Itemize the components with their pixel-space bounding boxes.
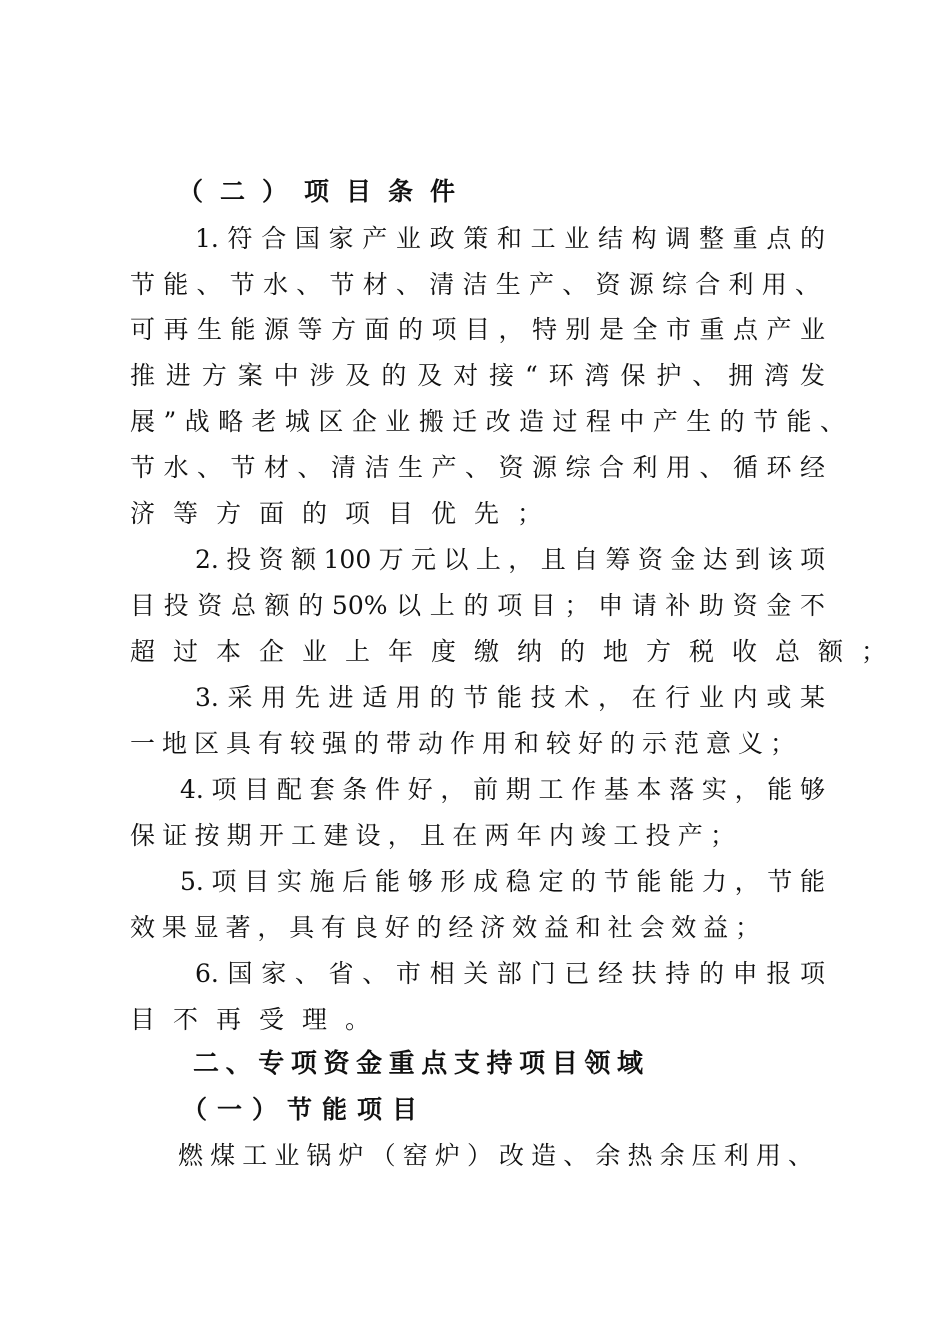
paragraph-line: 6.国家、省、市相关部门已经扶持的申报项 [195,959,825,988]
paragraph-line: 5.项目实施后能够形成稳定的节能能力，节能 [180,867,825,896]
paragraph-line: 4.项目配套条件好，前期工作基本落实，能够 [180,775,825,804]
paragraph-line: 2.投资额100万元以上，且自筹资金达到该项 [195,545,825,574]
section-heading-project-conditions: （二）项目条件 [178,177,473,206]
paragraph-line: 济等方面的项目优先； [130,499,561,528]
paragraph-line: 目投资总额的50%以上的项目；申请补助资金不 [130,591,825,620]
paragraph-line: 保证按期开工建设，且在两年内竣工投产； [130,821,735,850]
paragraph-line: 效果显著，具有良好的经济效益和社会效益； [130,913,760,942]
subsection-heading-energy-saving: （一）节能项目 [182,1095,428,1124]
paragraph-line: 节能、节水、节材、清洁生产、资源综合利用、 [130,270,820,299]
paragraph-line: 3.采用先进适用的节能技术，在行业内或某 [195,683,825,712]
paragraph-line: 1.符合国家产业政策和工业结构调整重点的 [195,224,825,253]
paragraph-line: 一地区具有较强的带动作用和较好的示范意义； [130,729,795,758]
paragraph-line: 可再生能源等方面的项目，特别是全市重点产业 [130,315,825,344]
paragraph-line: 展”战略老城区企业搬迁改造过程中产生的节能、 [130,407,845,436]
paragraph-line: 燃煤工业锅炉（窑炉）改造、余热余压利用、 [178,1141,813,1170]
chapter-heading-key-support-areas: 二、专项资金重点支持项目领域 [193,1049,643,1079]
paragraph-line: 目不再受理。 [130,1005,389,1034]
paragraph-line: 推进方案中涉及的及对接“环湾保护、拥湾发 [130,361,825,390]
paragraph-line: 超过本企业上年度缴纳的地方税收总额； [130,637,905,666]
paragraph-line: 节水、节材、清洁生产、资源综合利用、循环经 [130,453,825,482]
